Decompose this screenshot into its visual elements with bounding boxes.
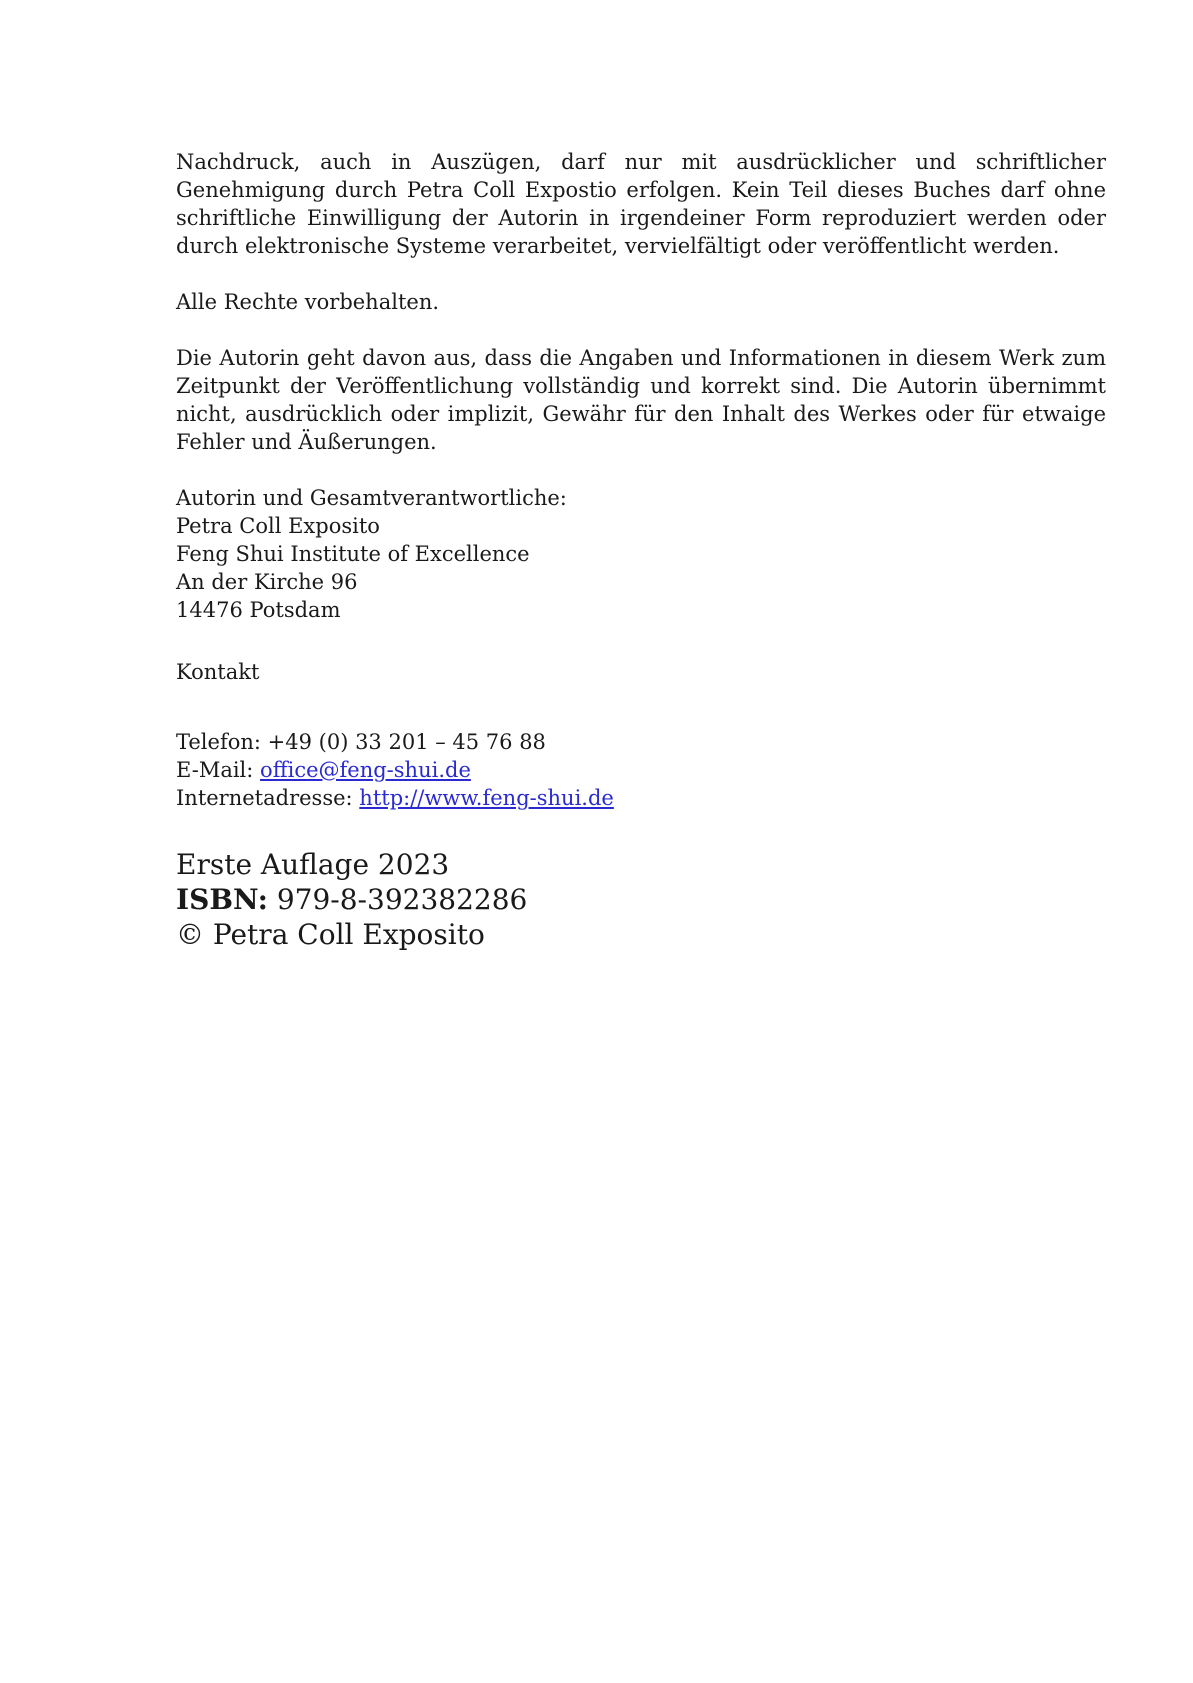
phone-label: Telefon: — [176, 730, 261, 754]
author-name: Petra Coll Exposito — [176, 514, 380, 538]
author-heading: Autorin und Gesamtverantwortliche: — [176, 486, 567, 510]
phone-value: +49 (0) 33 201 – 45 76 88 — [267, 730, 546, 754]
copyright-line: © Petra Coll Exposito — [176, 918, 485, 951]
contact-heading: Kontakt — [176, 660, 260, 684]
author-block — [176, 484, 1106, 624]
rights-reserved-paragraph: Alle Rechte vorbehalten. — [176, 290, 440, 314]
email-link[interactable]: office@feng-shui.de — [260, 758, 471, 782]
phone-line — [176, 728, 1106, 756]
email-line — [176, 756, 1106, 784]
isbn-line — [176, 882, 1106, 917]
website-link[interactable]: http://www.feng-shui.de — [359, 786, 614, 810]
author-city: 14476 Potsdam — [176, 598, 341, 622]
edition-line: Erste Auflage 2023 — [176, 848, 450, 881]
author-street: An der Kirche 96 — [176, 570, 358, 594]
contact-block — [176, 728, 1106, 812]
email-label: E-Mail: — [176, 758, 254, 782]
author-institute: Feng Shui Institute of Excellence — [176, 542, 530, 566]
publication-block — [176, 847, 1106, 952]
reprint-notice-paragraph: Nachdruck, auch in Auszügen, darf nur mit ausdrücklicher und schriftlicher Genehmigung durch Petra Coll Expostio erfolgen. Kein Teil dieses Buches darf ohne schriftliche Einwilligung der Autorin in irgendeiner Form reproduziert werden oder durch elektronische Systeme verarbeitet, vervielfältigt oder veröffentlicht werden. — [176, 150, 1106, 258]
isbn-value: 979-8-392382286 — [276, 883, 528, 916]
imprint-page — [176, 148, 1106, 952]
isbn-label: ISBN: — [176, 883, 268, 916]
web-line — [176, 784, 1106, 812]
disclaimer-paragraph: Die Autorin geht davon aus, dass die Angaben und Informationen in diesem Werk zum Zeitpunkt der Veröffentlichung vollständig und korrekt sind. Die Autorin übernimmt nicht, ausdrücklich oder implizit, Gewähr für den Inhalt des Werkes oder für etwaige Fehler und Äußerungen. — [176, 346, 1106, 454]
web-label: Internetadresse: — [176, 786, 353, 810]
